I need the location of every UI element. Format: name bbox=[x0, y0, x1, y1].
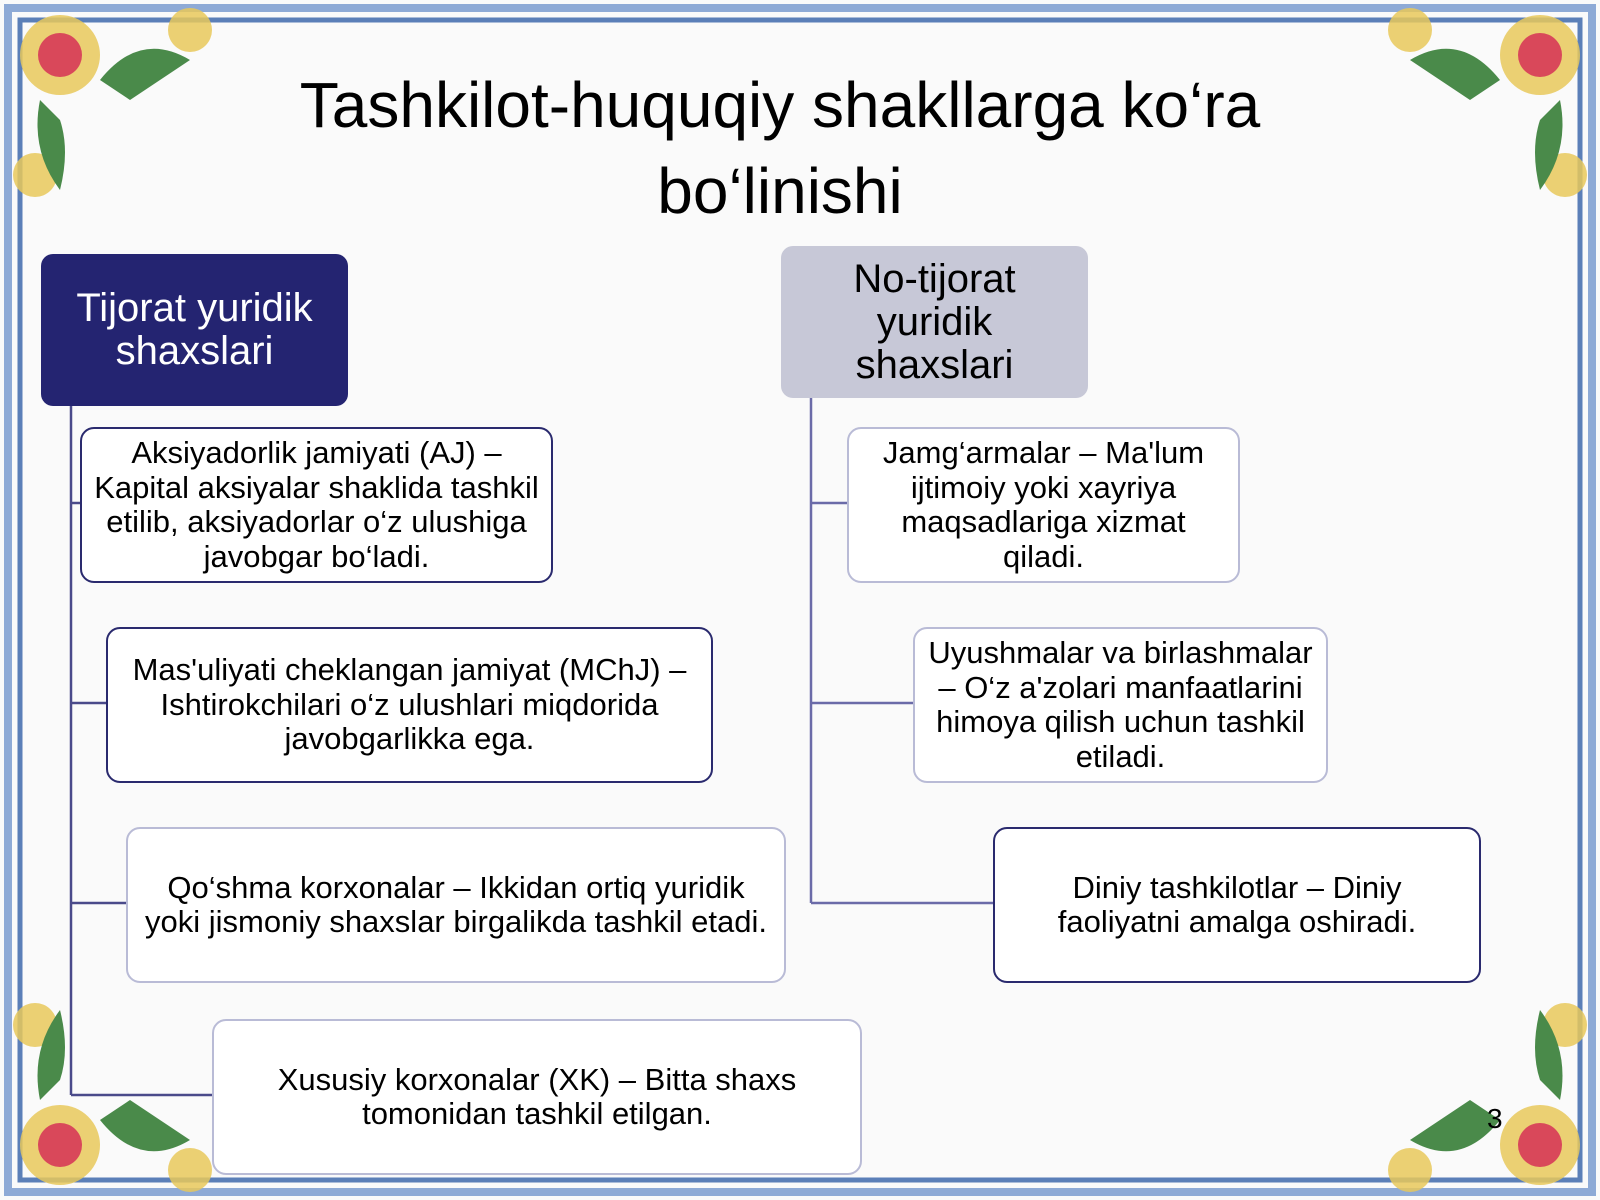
item-limited-liability-company: Mas'uliyati cheklangan jamiyat (MChJ) – Ishtirokchilari o‘z ulushlari miqdorida javobgarlikka ega. bbox=[106, 627, 713, 783]
page-number: 3 bbox=[1487, 1103, 1503, 1134]
corner-ornament-top-right bbox=[1388, 8, 1587, 197]
header-commercial-entities: Tijorat yuridik shaxslari bbox=[41, 254, 348, 406]
header-noncommercial-entities: No-tijorat yuridik shaxslari bbox=[781, 246, 1088, 398]
item-joint-stock-company: Aksiyadorlik jamiyati (AJ) – Kapital aksiyalar shaklida tashkil etilib, aksiyadorlar o‘z ulushiga javobgar bo‘ladi. bbox=[80, 427, 553, 583]
item-private-enterprises: Xususiy korxonalar (XK) – Bitta shaxs tomonidan tashkil etilgan. bbox=[212, 1019, 862, 1175]
item-joint-ventures: Qo‘shma korxonalar – Ikkidan ortiq yuridik yoki jismoniy shaxslar birgalikda tashkil etadi. bbox=[126, 827, 786, 983]
item-associations-unions: Uyushmalar va birlashmalar – O‘z a'zolari manfaatlarini himoya qilish uchun tashkil etiladi. bbox=[913, 627, 1328, 783]
item-religious-organizations: Diniy tashkilotlar – Diniy faoliyatni amalga oshiradi. bbox=[993, 827, 1481, 983]
corner-ornament-bottom-left bbox=[13, 1003, 212, 1192]
item-foundations: Jamg‘armalar – Ma'lum ijtimoiy yoki xayriya maqsadlariga xizmat qiladi. bbox=[847, 427, 1240, 583]
slide-title: Tashkilot-huquqiy shakllarga ko‘ra bo‘linishi bbox=[299, 69, 1261, 227]
corner-ornament-bottom-right bbox=[1388, 1003, 1587, 1192]
